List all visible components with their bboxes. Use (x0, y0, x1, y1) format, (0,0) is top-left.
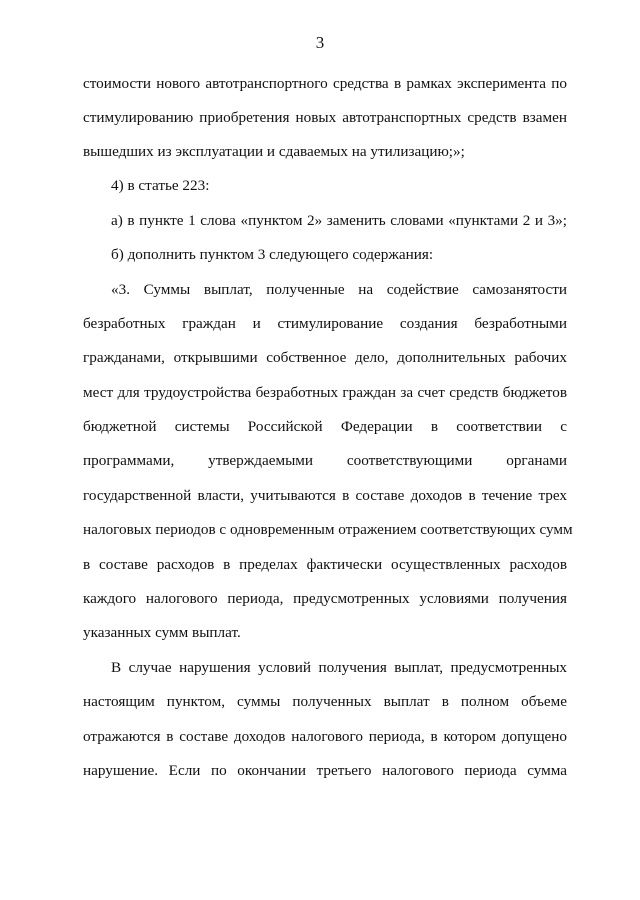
text-line: нарушение. Если по окончании третьего налогового периода сумма (83, 762, 567, 779)
text-line: безработных граждан и стимулирование создания безработными (83, 315, 567, 332)
text-line: а) в пункте 1 слова «пунктом 2» заменить словами «пунктами 2 и 3»; (111, 212, 567, 229)
text-line: В случае нарушения условий получения выплат, предусмотренных (111, 659, 567, 676)
text-line: бюджетной системы Российской Федерации в соответствии с (83, 418, 567, 435)
text-line: 4) в статье 223: (111, 177, 210, 194)
text-line: программами, утверждаемыми соответствующими органами (83, 452, 567, 469)
text-line: налоговых периодов с одновременным отражением соответствующих сумм (83, 521, 573, 538)
text-line: указанных сумм выплат. (83, 624, 241, 641)
text-line: настоящим пунктом, суммы полученных выплат в полном объеме (83, 693, 567, 710)
text-line: каждого налогового периода, предусмотренных условиями получения (83, 590, 567, 607)
text-line: в составе расходов в пределах фактически осуществленных расходов (83, 556, 567, 573)
text-line: гражданами, открывшими собственное дело, дополнительных рабочих (83, 349, 567, 366)
text-line: стимулированию приобретения новых автотранспортных средств взамен (83, 109, 567, 126)
text-line: вышедших из эксплуатации и сдаваемых на утилизацию;»; (83, 143, 465, 160)
text-line: мест для трудоустройства безработных граждан за счет средств бюджетов (83, 384, 567, 401)
text-line: б) дополнить пунктом 3 следующего содержания: (111, 246, 434, 263)
text-line: отражаются в составе доходов налогового периода, в котором допущено (83, 728, 567, 745)
page-number: 3 (315, 33, 325, 52)
text-line: «3. Суммы выплат, полученные на содействие самозанятости (111, 281, 567, 298)
text-line: стоимости нового автотранспортного средства в рамках эксперимента по (83, 75, 567, 92)
text-line: государственной власти, учитываются в составе доходов в течение трех (83, 487, 567, 504)
